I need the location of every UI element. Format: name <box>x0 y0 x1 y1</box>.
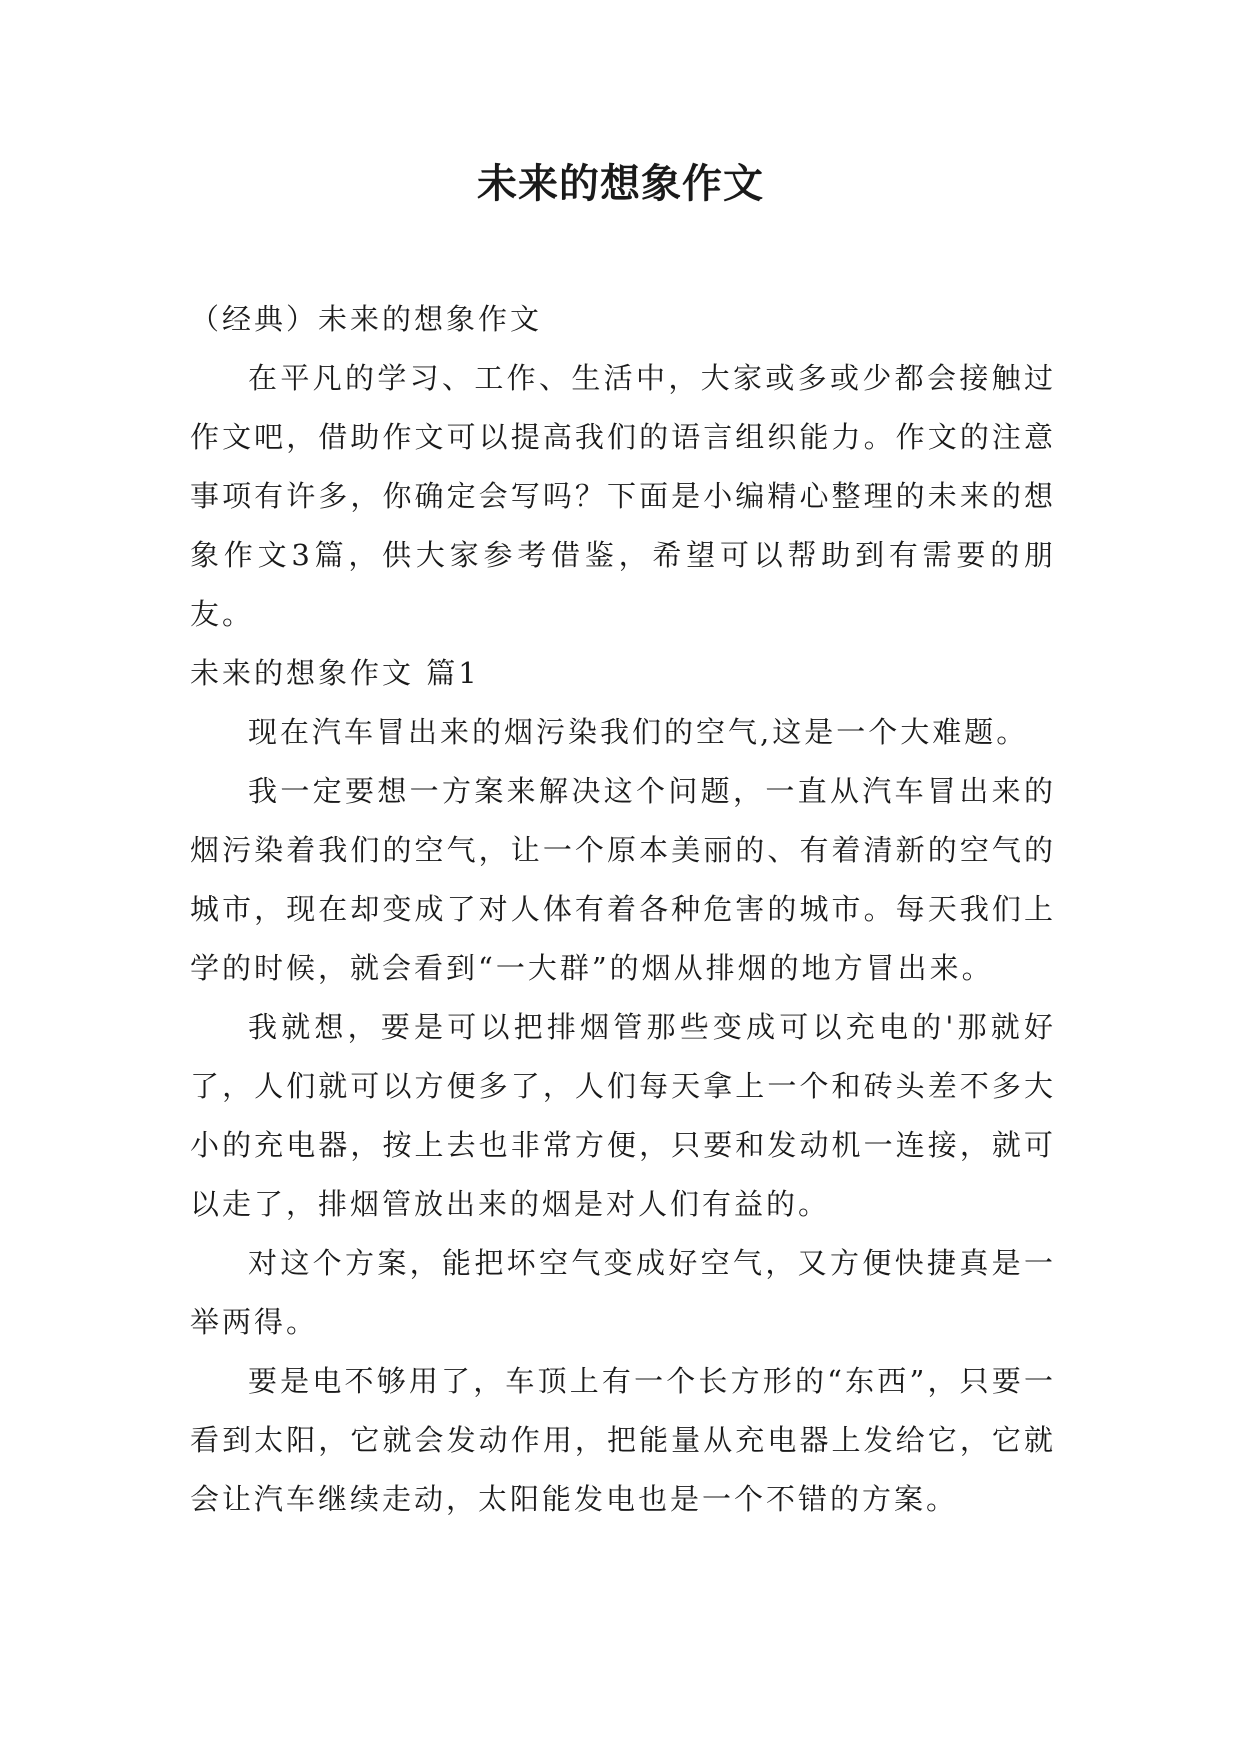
body-paragraph-4: 对这个方案，能把坏空气变成好空气，又方便快捷真是一举两得。 <box>190 1246 1056 1339</box>
body-paragraph-3: 我就想，要是可以把排烟管那些变成可以充电的'那就好了，人们就可以方便多了，人们每天拿上一个和砖头差不多大小的充电器，按上去也非常方便，只要和发动机一连接，就可以走了，排烟管放出来的烟是对人们有益的。 <box>190 1010 1056 1221</box>
document-body <box>190 290 1056 1529</box>
intro-paragraph: 在平凡的学习、工作、生活中，大家或多或少都会接触过作文吧，借助作文可以提高我们的语言组织能力。作文的注意事项有许多，你确定会写吗？下面是小编精心整理的未来的想象作文3篇，供大家参考借鉴，希望可以帮助到有需要的朋友。 <box>190 361 1056 631</box>
body-paragraph-5: 要是电不够用了，车顶上有一个长方形的“东西”，只要一看到太阳，它就会发动作用，把能量从充电器上发给它，它就会让汽车继续走动，太阳能发电也是一个不错的方案。 <box>190 1364 1056 1516</box>
section-heading: 未来的想象作文 篇1 <box>190 656 480 690</box>
document-title: 未来的想象作文 <box>477 161 764 207</box>
document-subtitle: （经典）未来的想象作文 <box>190 302 543 336</box>
body-paragraph-2: 我一定要想一方案来解决这个问题，一直从汽车冒出来的烟污染着我们的空气，让一个原本美丽的、有着清新的空气的城市，现在却变成了对人体有着各种危害的城市。每天我们上学的时候，就会看到“一大群”的烟从排烟的地方冒出来。 <box>190 774 1056 985</box>
body-paragraph-1: 现在汽车冒出来的烟污染我们的空气,这是一个大难题。 <box>248 715 1029 749</box>
